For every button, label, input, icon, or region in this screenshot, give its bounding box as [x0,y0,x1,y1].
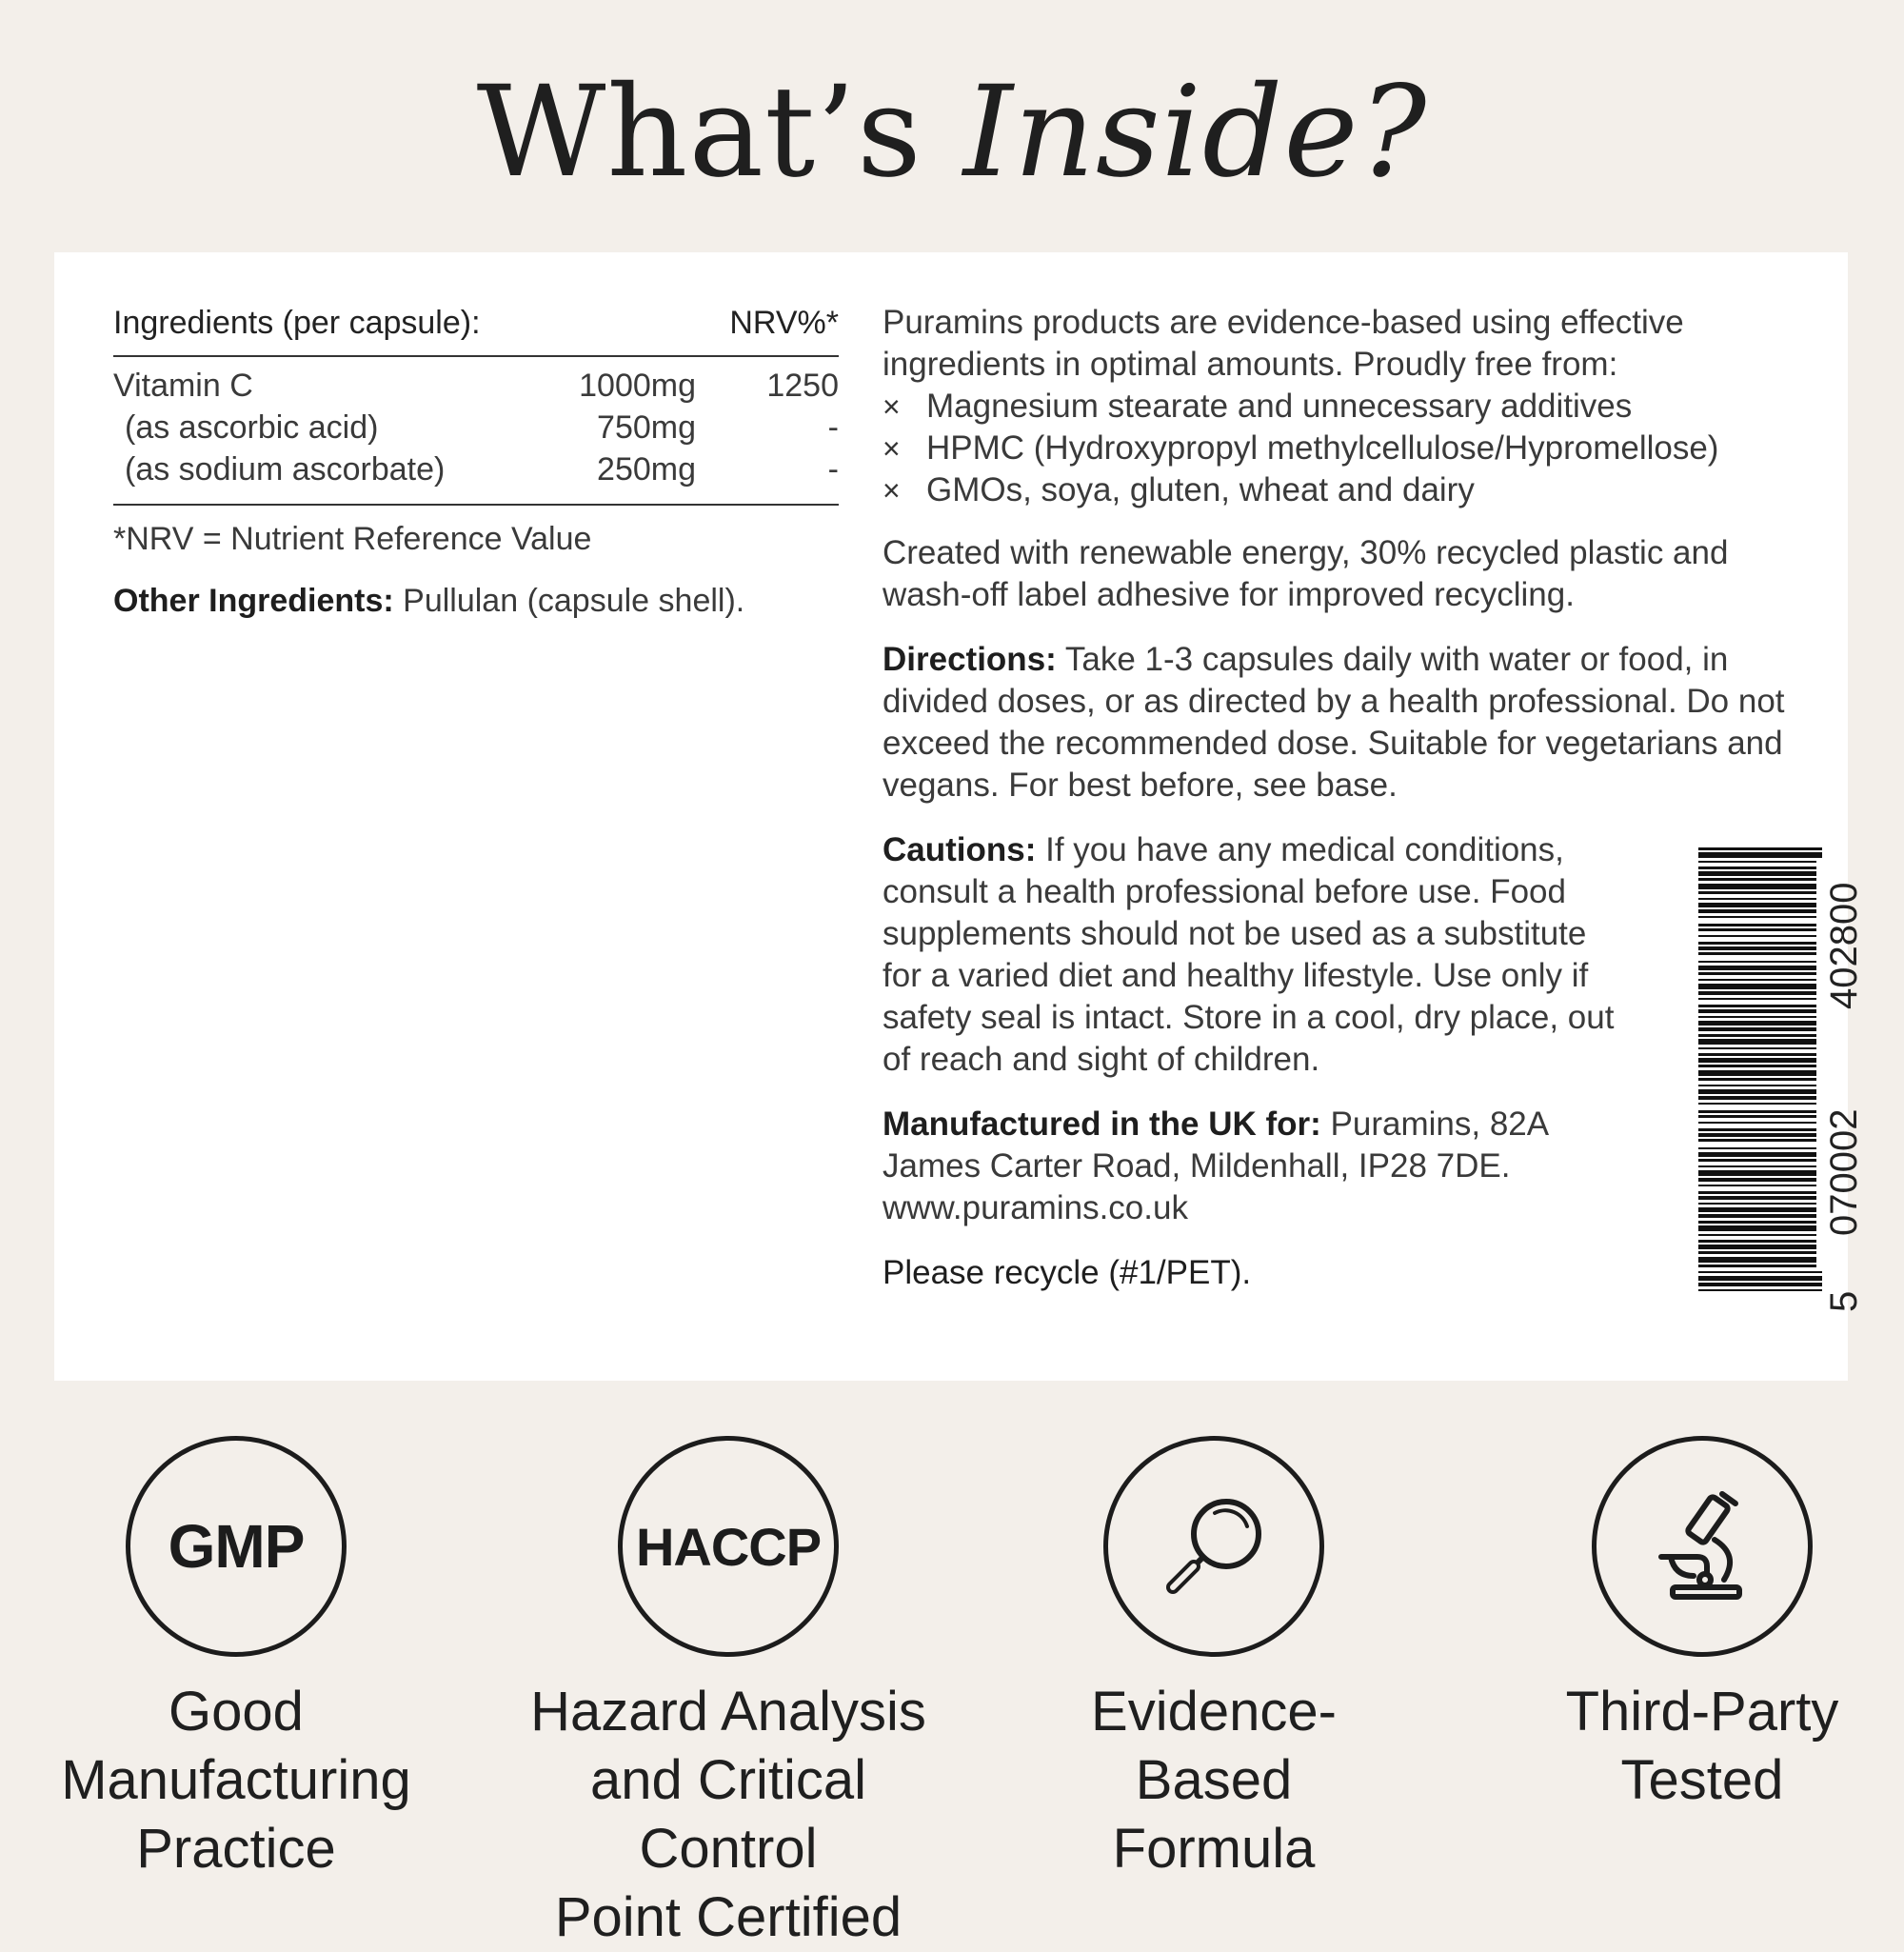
ingredient-amount: 750mg [597,409,696,446]
barcode-bar [1698,1070,1816,1076]
barcode-bar [1698,1085,1816,1086]
ingredient-nrv: - [827,451,839,488]
barcode-bar [1698,891,1816,894]
barcode-bar [1698,916,1816,918]
barcode-bar [1698,1027,1816,1031]
barcode-bar [1698,1122,1816,1124]
badge-label-line: Manufacturing [61,1749,411,1811]
barcode-bar [1698,1214,1816,1218]
cautions-text: If you have any medical conditions, consult a health professional before use. Food supplements should not be used as a substitute for a varied diet and healthy lifestyle. Use only if safety seal is intact. Store in a cool, dry place, out of reach and sight of children. [883,831,1615,1078]
ingredient-name: Vitamin C [113,368,253,404]
barcode-bar [1698,909,1816,913]
barcode-bar [1698,1147,1816,1149]
barcode-bar [1698,1053,1816,1056]
gmp-icon: GMP [168,1512,305,1581]
barcode-bar [1698,979,1816,981]
badge-label-line: and Critical Control [589,1749,867,1880]
other-ingredients-label: Other Ingredients: [113,583,394,619]
badge-label-line: Evidence- [1091,1681,1337,1743]
barcode-bar [1698,903,1816,907]
ingredients-rows [113,357,839,506]
barcode-bar [1698,1165,1816,1167]
barcode-bar [1698,898,1816,900]
haccp-icon: HACCP [635,1516,822,1577]
barcode-bar [1698,1289,1822,1291]
barcode-bar [1698,1265,1816,1267]
manufacturer-label: Manufactured in the UK for: [883,1105,1321,1143]
barcode-bar [1698,1016,1816,1018]
badge-third-party [1483,1436,1904,1815]
barcode-bar [1698,1271,1822,1273]
intro-text: Puramins products are evidence-based using effective ingredients in optimal amounts. Proudly free from: [883,304,1684,383]
cautions-label: Cautions: [883,831,1037,868]
ingredient-amount: 1000mg [579,368,696,404]
ingredients-header-label: Ingredients (per capsule): [113,305,481,341]
barcode-bar [1698,1276,1822,1281]
directions-label: Directions: [883,641,1057,678]
barcode-digit-group1: 070002 [1823,1108,1865,1236]
badge-label-line: Formula [1112,1818,1316,1880]
barcode-bar [1698,852,1822,858]
barcode-bar [1698,1039,1816,1045]
badge-gmp [17,1436,455,1883]
barcode-bar [1698,1225,1816,1231]
badge-label-line: Hazard Analysis [530,1681,926,1743]
ingredient-nrv: 1250 [766,368,839,404]
table-row [113,365,839,407]
barcode-bar [1698,984,1816,989]
barcode-bar [1698,1096,1816,1100]
list-item [883,469,1806,511]
barcode-bar [1698,952,1816,955]
badge-label [995,1678,1433,1883]
free-from-item: HPMC (Hydroxypropyl methylcellulose/Hypromellose) [926,429,1719,467]
free-from-item: Magnesium stearate and unnecessary additives [926,388,1633,425]
x-icon: × [883,389,901,424]
nrv-note: *NRV = Nutrient Reference Value [113,521,592,557]
manufacturer-line2: James Carter Road, Mildenhall, IP28 7DE. [883,1147,1511,1185]
label-panel [54,252,1865,1381]
manufacturer [883,1104,1616,1229]
barcode-bar [1698,1234,1816,1236]
badge-label-line: Third-Party [1565,1681,1839,1743]
barcode-bar [1698,924,1816,926]
directions-text: Take 1-3 capsules daily with water or food, in divided doses, or as directed by a health professional. Do not exceed the recommended dose. Suitable for vegetarians and vegans. For best before, see base. [883,641,1785,804]
badge-haccp [509,1436,947,1952]
barcode-bar [1698,1047,1816,1049]
badge-evidence [995,1436,1433,1883]
ingredients-table [113,305,839,620]
barcode-bar [1698,1009,1816,1013]
badge-label-line: Practice [136,1818,336,1880]
ingredient-amount: 250mg [597,451,696,488]
barcode-bar [1698,878,1816,881]
barcode-digit-first: 5 [1823,1290,1865,1312]
product-info [883,302,1806,1294]
ingredient-name: (as ascorbic acid) [125,409,379,446]
other-ingredients [113,583,839,620]
barcode-bar [1698,1103,1816,1105]
barcode-bar [1698,972,1816,975]
barcode-bar [1698,935,1816,937]
page-title [0,57,1904,208]
barcode-bar [1698,1065,1816,1067]
other-ingredients-text: Pullulan (capsule shell). [393,583,745,619]
barcode-bar [1698,1159,1816,1162]
table-row [113,407,839,448]
barcode-bar [1698,1191,1816,1194]
barcode-bar [1698,1170,1816,1176]
badge-label-line: Based [1135,1749,1293,1811]
barcode-bar [1698,946,1816,950]
magnifier-icon [1152,1484,1276,1608]
badge-label-line: Point Certified [554,1886,902,1948]
free-from-item: GMOs, soya, gluten, wheat and dairy [926,471,1475,508]
x-icon: × [883,431,901,466]
barcode-bar [1698,928,1816,931]
title-italic: Inside? [962,59,1428,206]
barcode-bar [1698,1005,1816,1007]
barcode-bar [1698,1251,1816,1254]
barcode-bar [1698,1021,1816,1026]
ingredients-header [113,305,839,357]
eco-text: Created with renewable energy, 30% recycled plastic and wash-off label adhesive for improved recycling. [883,534,1729,613]
barcode-bar [1698,871,1816,876]
barcode-bar [1698,961,1816,963]
x-icon: × [883,473,901,508]
barcode-bar [1698,1058,1816,1063]
ingredients-header-nrv: NRV%* [729,305,839,341]
barcode-bar [1698,1240,1816,1243]
barcode-bar [1698,861,1816,863]
barcode-bar [1698,1152,1816,1157]
barcode-bar [1698,942,1816,945]
badge-label-line: Good [169,1681,304,1743]
barcode-bar [1698,1133,1816,1137]
ingredient-name: (as sodium ascorbate) [125,451,446,488]
barcode-bar [1698,1221,1816,1224]
barcode-bar [1698,1283,1822,1286]
barcode-bar [1698,1089,1816,1094]
barcode-bar [1698,1034,1816,1037]
badge-label [509,1678,947,1952]
badge-label [1483,1678,1904,1815]
manufacturer-line1: Puramins, 82A [1320,1105,1550,1143]
title-plain: What’s [476,59,963,206]
microscope-icon [1640,1484,1764,1608]
barcode-bar [1698,847,1822,850]
barcode-bar [1698,1115,1816,1118]
barcode-digit-group2: 402800 [1823,882,1865,1009]
barcode-bar [1698,966,1816,970]
barcode-bar [1698,1185,1816,1186]
barcode-bar [1698,1078,1816,1081]
recycle-note: Please recycle (#1/PET). [883,1254,1252,1291]
barcode-bar [1698,884,1816,889]
barcode-bar [1698,1128,1816,1131]
ingredient-nrv: - [827,409,839,446]
barcode-bar [1698,1207,1816,1212]
barcode-bar [1698,1203,1816,1205]
list-item [883,428,1806,469]
barcode-bar [1698,1110,1816,1113]
barcode-bar [1698,1257,1816,1263]
barcode [1698,847,1865,1314]
barcode-bars [1698,847,1822,1295]
cautions [883,829,1616,1081]
free-from-list [883,386,1806,511]
barcode-bar [1698,1178,1816,1182]
badge-label-line: Tested [1620,1749,1784,1811]
badge-circle [126,1436,347,1657]
barcode-bar [1698,991,1816,995]
barcode-bar [1698,1196,1816,1200]
badge-circle [618,1436,839,1657]
badge-circle [1592,1436,1813,1657]
barcode-bar [1698,998,1816,1000]
list-item [883,386,1806,428]
badge-label [17,1678,455,1883]
badge-circle [1103,1436,1324,1657]
directions [883,639,1806,807]
barcode-bar [1698,866,1816,869]
website-link[interactable]: www.puramins.co.uk [883,1189,1188,1226]
barcode-bar [1698,1139,1816,1142]
table-row [113,448,839,490]
barcode-bar [1698,1245,1816,1249]
